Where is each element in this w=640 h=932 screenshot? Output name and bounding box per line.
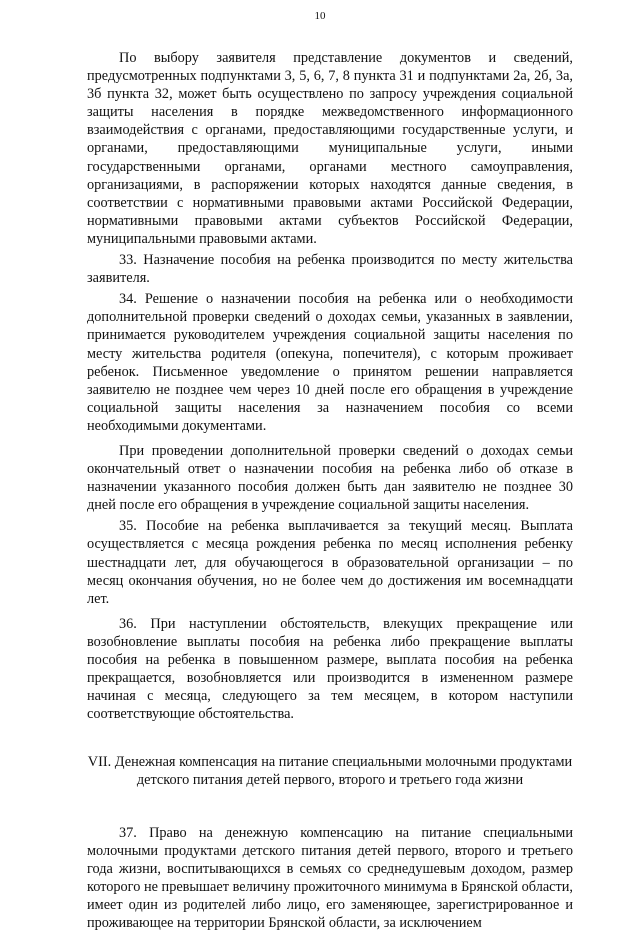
paragraph-33-residence: 33. Назначение пособия на ребенка производится по месту жительства заявителя. [87, 252, 573, 287]
paragraph-document-submission: По выбору заявителя представление документов и сведений, предусмотренных подпунктами 3, 5, 6, 7, 8 пункта 31 и подпунктами 2а, 2б, 3а, 3б пункта 32, может быть осуществлено по запросу учреждения социальной защиты населения в порядке межведомственного информационного взаимодействия с органами, предоставляющими государственные услуги, и органами, предоставляющими муниципальные услуги, иными государственными органами, органами местного самоуправления, организациями, в распоряжении которых находятся данные сведения, в соответствии с нормативными правовыми актами Российской Федерации, нормативными правовыми актами субъектов Российской Федерации, муниципальными правовыми актами. [87, 50, 573, 247]
page-number: 10 [314, 10, 326, 22]
section-vii-heading: VII. Денежная компенсация на питание специальными молочными продуктами детского питания детей первого, второго и третьего года жизни [87, 754, 573, 789]
document-body [87, 49, 573, 932]
paragraph-36-termination: 36. При наступлении обстоятельств, влекущих прекращение или возобновление выплаты пособия на ребенка либо прекращение выплаты пособия на ребенка в повышенном размере, выплата пособия на ребенка прекращается, возобновляется или производится в измененном размере начиная с месяца, следующего за тем месяцем, в котором наступили соответствующие обстоятельства. [87, 615, 573, 723]
paragraph-34-decision: 34. Решение о назначении пособия на ребенка или о необходимости дополнительной проверки сведений о доходах семьи, указанных в заявлении, принимается руководителем учреждения социальной защиты населения по месту жительства родителя (опекуна, попечителя), с которым проживает ребенок. Письменное уведомление о принятом решении направляется заявителю не позднее чем через 10 дней после его обращения в учреждение социальной защиты населения за назначением пособия со всеми необходимыми документами. [87, 291, 573, 434]
paragraph-37-compensation-right: 37. Право на денежную компенсацию на питание специальными молочными продуктами детского питания детей первого, второго и третьего года жизни, воспитывающихся в семьях со среднедушевым доходом, размер которого не превышает величину прожиточного минимума в Брянской области, имеет один из родителей либо лицо, его заменяющее, зарегистрированное и проживающее на территории Брянской области, за исключением [87, 824, 573, 932]
paragraph-34-additional-check: При проведении дополнительной проверки сведений о доходах семьи окончательный ответ о назначении пособия на ребенка либо об отказе в назначении указанного пособия должен быть дан заявителю не позднее 30 дней после его обращения в учреждение социальной защиты населения. [87, 442, 573, 514]
paragraph-35-payment-period: 35. Пособие на ребенка выплачивается за текущий месяц. Выплата осуществляется с месяца рождения ребенка по месяц исполнения ребенку шестнадцати лет, для обучающегося в образовательной организации – по месяц окончания обучения, но не более чем до достижения им восемнадцати лет. [87, 518, 573, 607]
